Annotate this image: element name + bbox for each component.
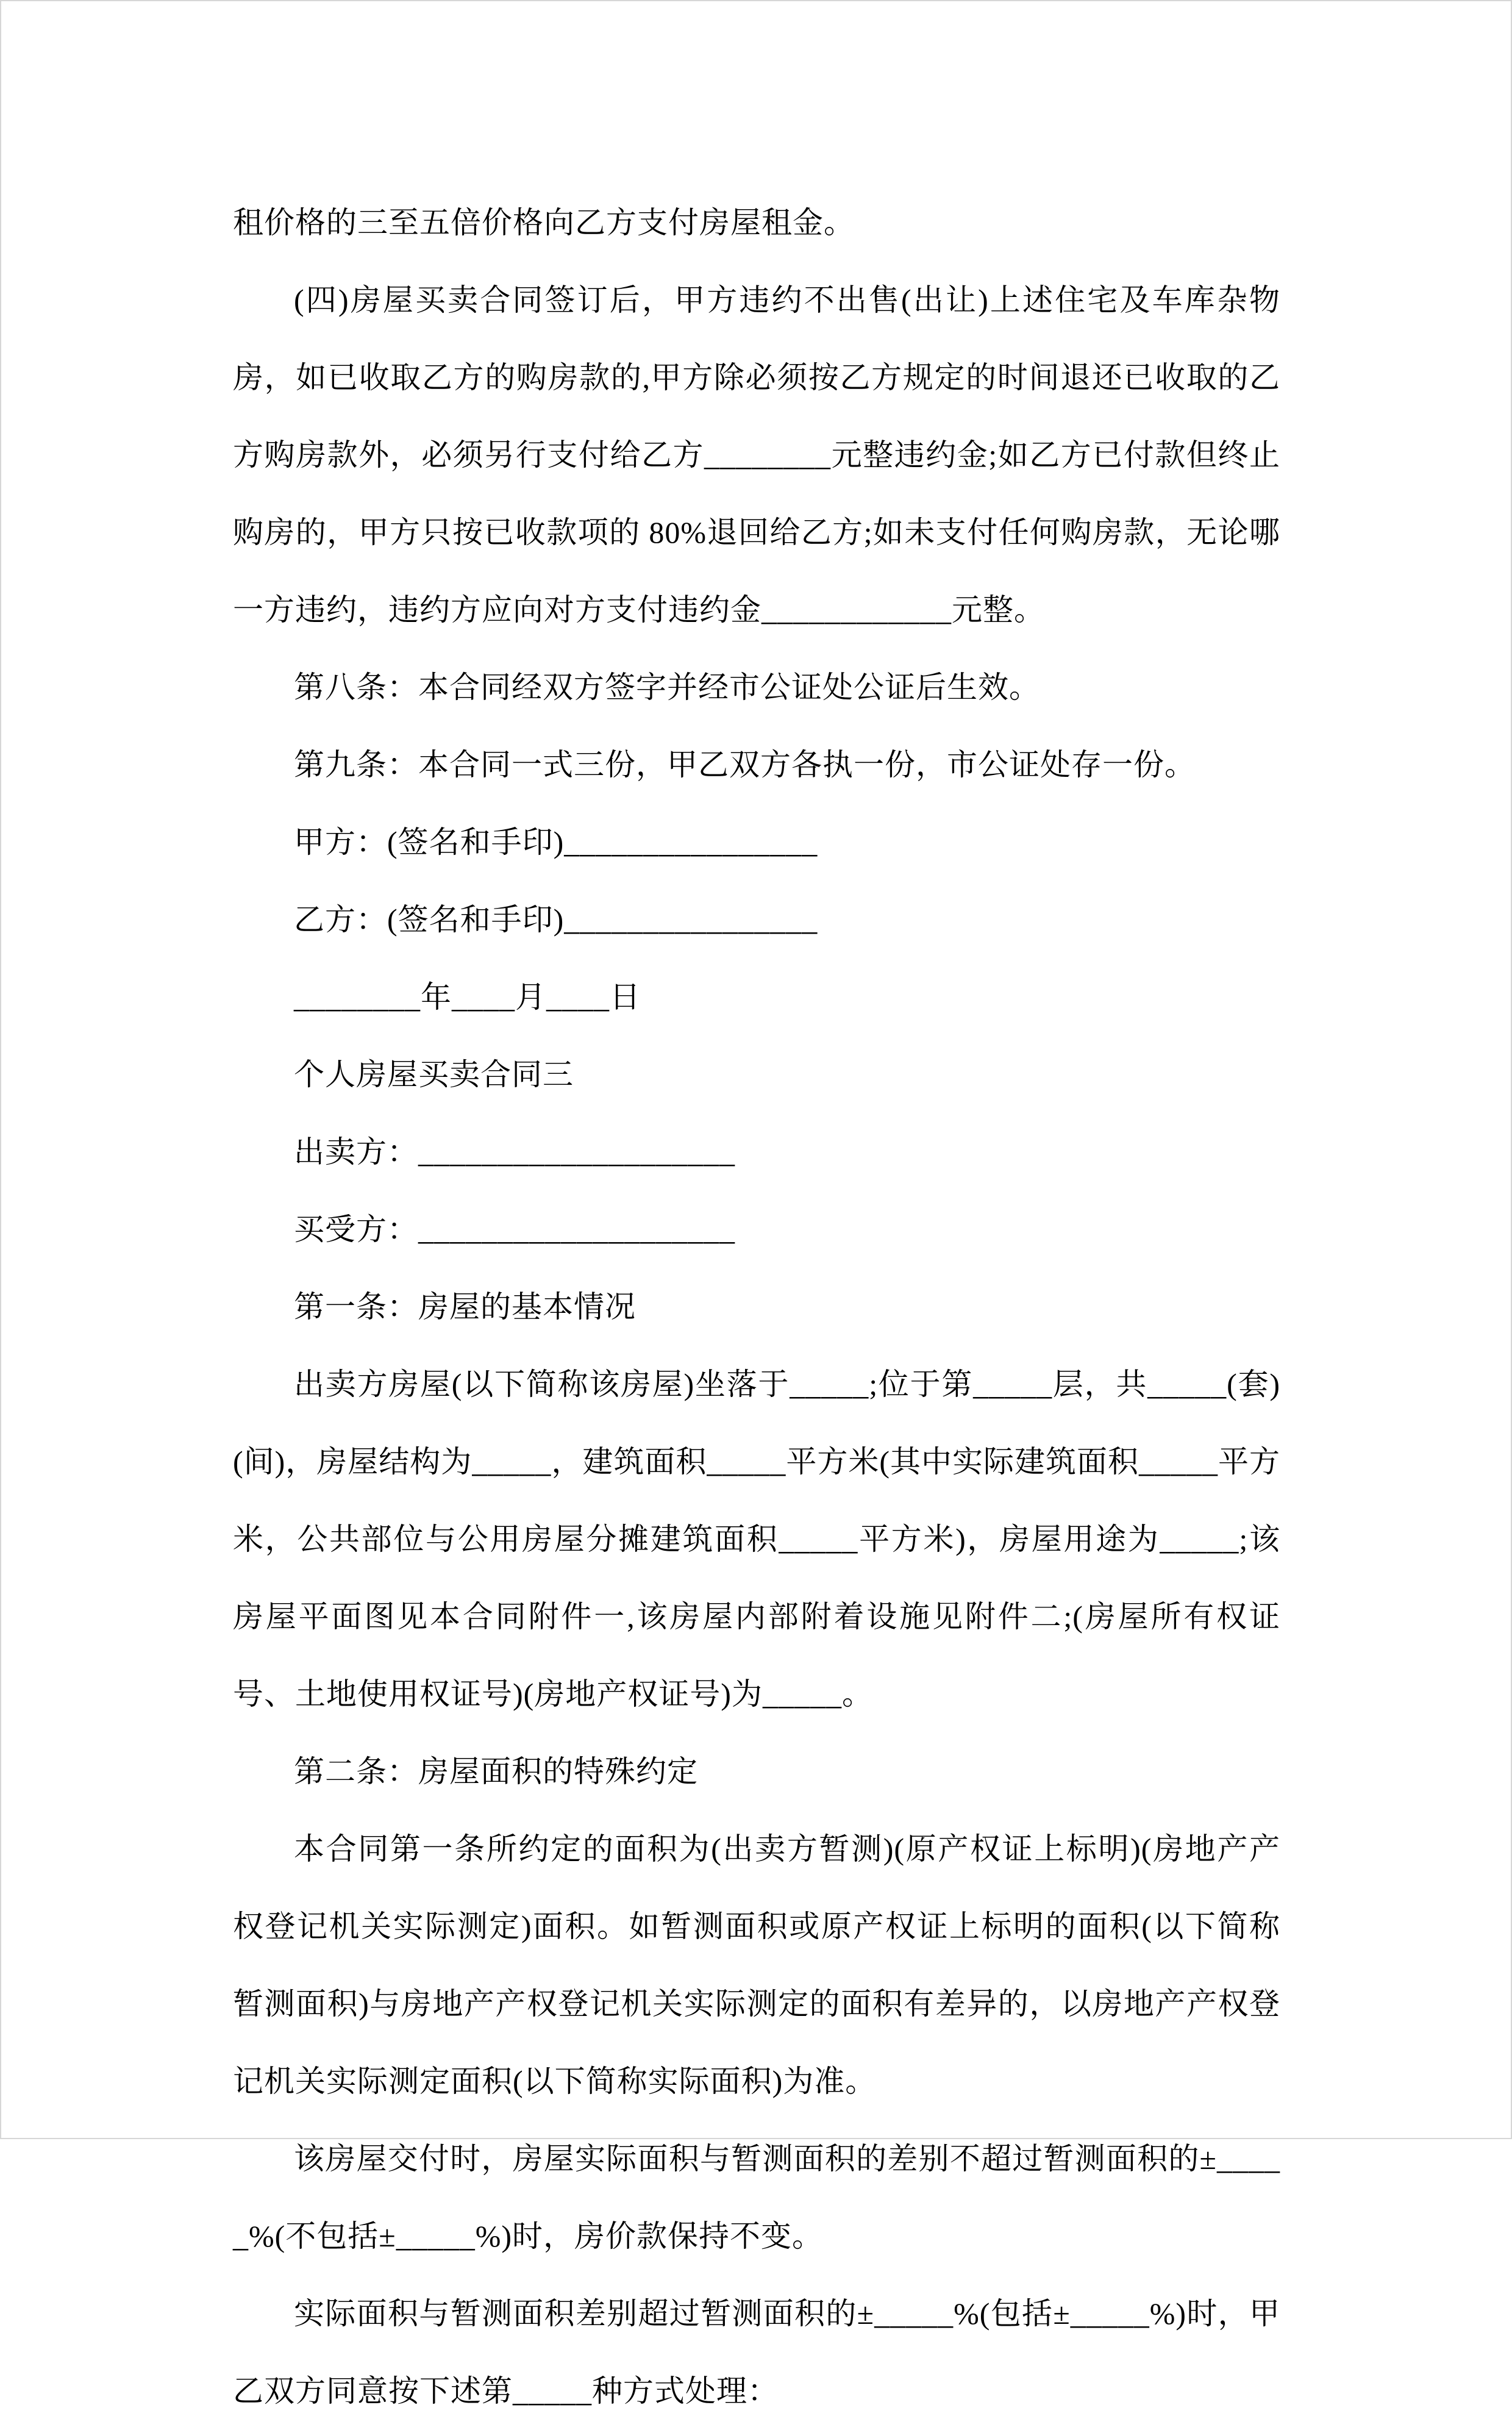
contract-section-title: 个人房屋买卖合同三: [294, 1057, 574, 1092]
article-2-area-definition: 本合同第一条所约定的面积为(出卖方暂测)(原产权证上标明)(房地产产权登记机关实际测定)面积。如暂测面积或原产权证上标明的面积(以下简称暂测面积)与房地产产权登记机关实际测定的面积有差异的，以房地产产权登记机关实际测定面积(以下简称实际面积)为准。: [233, 1832, 1280, 2098]
date-line: ________年____月____日: [294, 980, 641, 1014]
article-1-heading: 第一条：房屋的基本情况: [294, 1290, 636, 1324]
buyer-line: 买受方：____________________: [294, 1212, 735, 1246]
article-2-area-tolerance: 该房屋交付时，房屋实际面积与暂测面积的差别不超过暂测面积的±_____%(不包括±_____%)时，房价款保持不变。: [233, 2142, 1280, 2253]
clause-7-continuation: 租价格的三至五倍价格向乙方支付房屋租金。: [233, 205, 855, 240]
seller-line: 出卖方：____________________: [294, 1135, 735, 1169]
party-b-signature-line: 乙方：(签名和手印)________________: [294, 902, 818, 937]
clause-7-item-4-breach-terms: (四)房屋买卖合同签订后，甲方违约不出售(出让)上述住宅及车库杂物房，如已收取乙方的购房款的,甲方除必须按乙方规定的时间退还已收取的乙方购房款外，必须另行支付给乙方________元整违约金;如乙方已付款但终止购房的，甲方只按已收款项的 80%退回给乙方;如未支付任何购房款，无论哪一方违约，违约方应向对方支付违约金____________元整。: [233, 283, 1280, 627]
clause-9-copies: 第九条：本合同一式三份，甲乙双方各执一份，市公证处存一份。: [294, 748, 1196, 782]
clause-8-notarization: 第八条：本合同经双方签字并经市公证处公证后生效。: [294, 670, 1040, 704]
article-1-house-basic-info: 出卖方房屋(以下简称该房屋)坐落于_____;位于第_____层，共_____(套)(间)，房屋结构为_____，建筑面积_____平方米(其中实际建筑面积_____平方米，公共部位与公用房屋分摊建筑面积_____平方米)，房屋用途为_____;该房屋平面图见本合同附件一,该房屋内部附着设施见附件二;(房屋所有权证号、土地使用权证号)(房地产权证号)为_____。: [233, 1367, 1280, 1711]
contract-body: [233, 184, 1280, 2430]
party-a-signature-line: 甲方：(签名和手印)________________: [294, 825, 818, 859]
article-2-heading: 第二条：房屋面积的特殊约定: [294, 1754, 698, 1789]
article-2-area-exceed-handling: 实际面积与暂测面积差别超过暂测面积的±_____%(包括±_____%)时，甲乙双方同意按下述第_____种方式处理：: [233, 2296, 1280, 2408]
